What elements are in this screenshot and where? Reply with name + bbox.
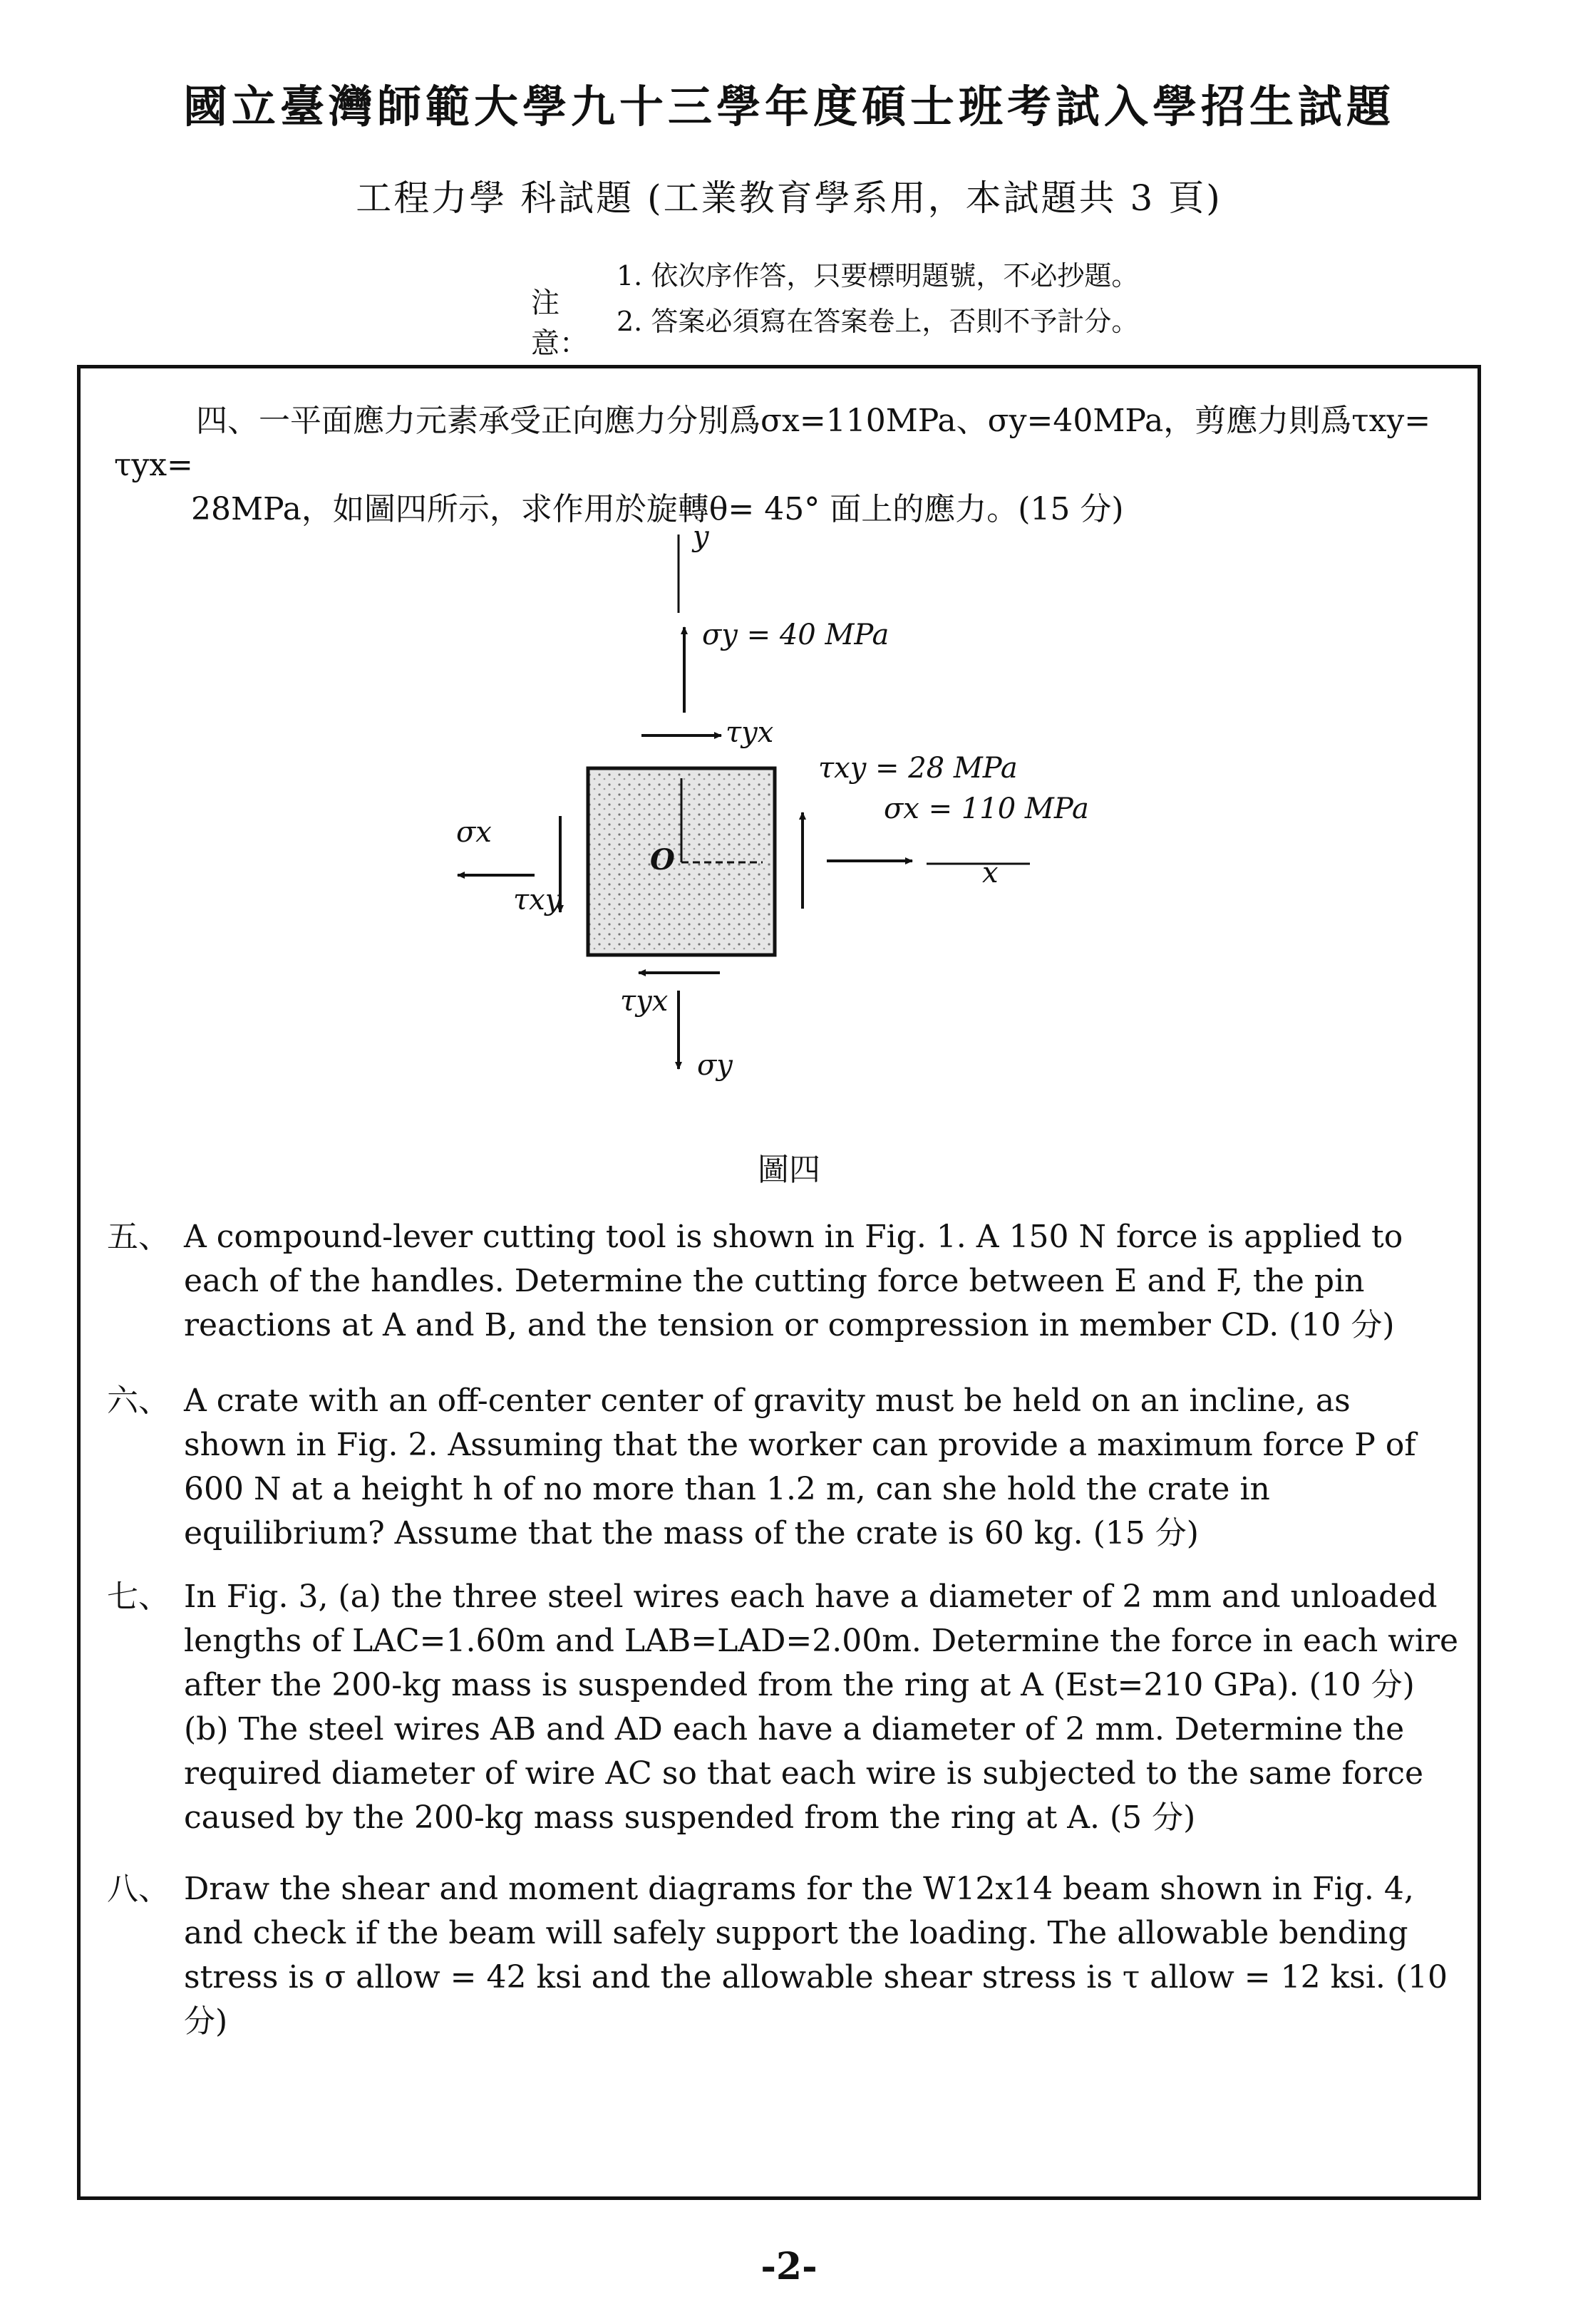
question-6-text: A crate with an off-center center of gravity must be held on an incline, as shown in Fig. 2. Assuming that the worker can provide a maximum force P of 600 N at a height h of no more than 1.2 m, can she hold the crate in equilibrium? Assume that the mass of the crate is 60 kg. (15 分) (184, 1383, 1416, 1551)
question-number: 七、 (107, 1579, 170, 1615)
question-5 (107, 1215, 1461, 1348)
sigma-x-left-label: σx (456, 816, 492, 849)
tau-xy-right-label: τxy = 28 MPa (818, 752, 1018, 785)
stress-element-figure (428, 513, 1140, 1140)
sigma-y-bottom-label: σy (697, 1049, 733, 1082)
question-number: 五、 (107, 1219, 170, 1255)
origin-label: O (650, 843, 675, 877)
question-5-text: A compound-lever cutting tool is shown in Fig. 1. A 150 N force is applied to each of the handles. Determine the cutting force between E and F, the pin reactions at A and B, and the tension or compression in member CD. (10 分) (184, 1219, 1403, 1343)
notes-label: 注意： (531, 286, 588, 360)
x-axis-label: x (982, 857, 999, 889)
page-number: -2- (760, 2245, 818, 2288)
question-4-line2: 28MPa，如圖四所示，求作用於旋轉θ= 45° 面上的應力。(15 分) (191, 491, 1124, 527)
y-axis-label: y (693, 520, 709, 553)
question-7 (107, 1575, 1461, 1840)
question-7-text: In Fig. 3, (a) the three steel wires each have a diameter of 2 mm and unloaded lengths of LAC=1.60m and LAB=LAD=2.00m. Determine the force in each wire after the 200-kg mass is suspended from the ring at A (Est=210 GPa). (10 分) (b) The steel wires AB and AD each have a diameter of 2 mm. Determine the required diameter of wire AC so that each wire is subjected to the same force caused by the 200-kg mass suspended from the ring at A. (5 分) (184, 1579, 1459, 1836)
exam-subtitle: 工程力學 科試題 (工業教育學系用，本試題共 3 頁) (356, 177, 1222, 219)
question-6 (107, 1379, 1461, 1556)
question-8-text: Draw the shear and moment diagrams for the W12x14 beam shown in Fig. 4, and check if the beam will safely support the loading. The allowable bending stress is σ allow = 42 ksi and the allowable shear stress is τ allow = 12 ksi. (10 分) (184, 1871, 1448, 2040)
question-4-text: 一平面應力元素承受正向應力分別爲σx=110MPa、σy=40MPa，剪應力則爲τxy= τyx= (114, 403, 1431, 483)
stress-element-diagram (428, 513, 1140, 1140)
question-number: 四、 (196, 403, 259, 439)
tau-yx-bottom-label: τyx (620, 985, 669, 1018)
exam-title: 國立臺灣師範大學九十三學年度碩士班考試入學招生試題 (182, 81, 1395, 133)
question-number: 六、 (107, 1383, 170, 1419)
figure-caption: 圖四 (758, 1152, 820, 1188)
question-8 (107, 1867, 1461, 2044)
note-item: 2. 答案必須寫在答案卷上，否則不予計分。 (617, 306, 1139, 337)
question-4-line1 (114, 399, 1468, 487)
sigma-x-right-label: σx = 110 MPa (884, 792, 1089, 825)
tau-xy-left-label: τxy (513, 884, 562, 916)
note-item: 1. 依次序作答，只要標明題號，不必抄題。 (617, 260, 1139, 291)
question-4 (114, 399, 1468, 532)
sigma-y-top-label: σy = 40 MPa (702, 619, 889, 651)
question-number: 八、 (107, 1871, 170, 1907)
tau-yx-top-label: τyx (726, 716, 774, 749)
